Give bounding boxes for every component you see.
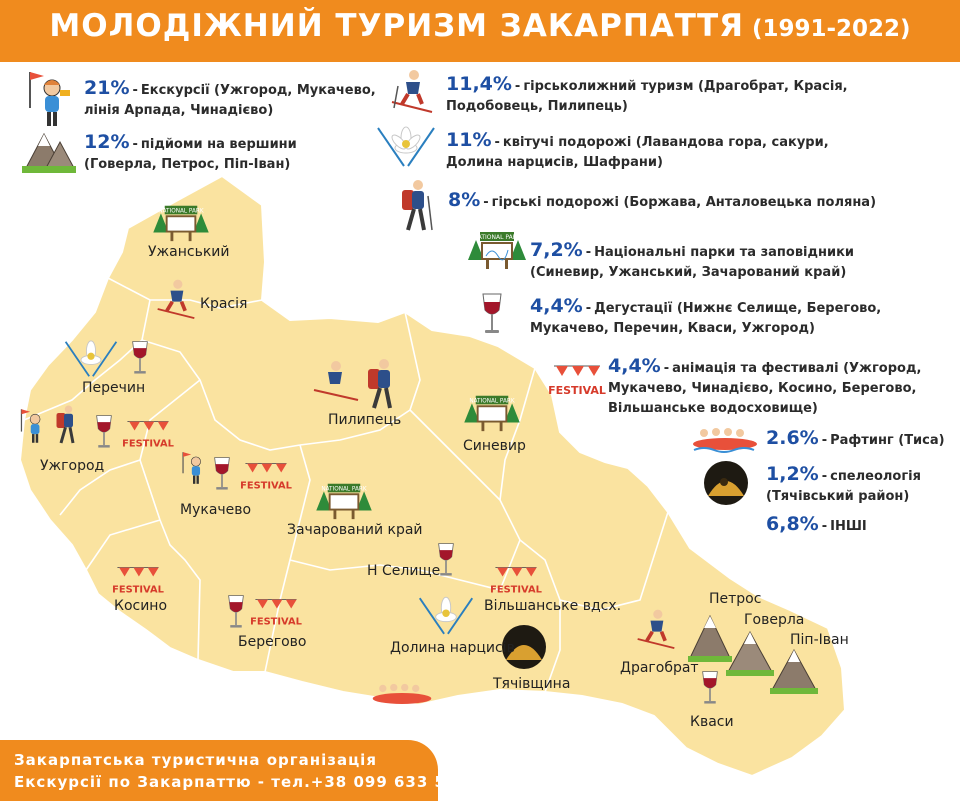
footer-banner — [0, 740, 487, 801]
cave-icon — [702, 460, 750, 506]
footer-org: Закарпатська туристична організація — [14, 751, 377, 769]
hiker-icon — [396, 178, 436, 234]
place-kvasy: Кваси — [690, 714, 734, 730]
stat-speleology: 1,2% - спелеологія (Тячівський район) — [766, 463, 921, 504]
place-mukachevo: Мукачево — [180, 502, 252, 518]
stat-flowers: 11% - квітучі подорожі (Лавандова гора, сакури, Долина нарцисів, Шафрани) — [446, 129, 829, 170]
rafting-icon — [370, 680, 434, 706]
stat-festivals: 4,4% - анімація та фестивалі (Ужгород, Мукачево, Чинадієво, Косино, Берегово, Вільшанське водосховище) — [608, 355, 922, 416]
svg-text:FESTIVAL: FESTIVAL — [548, 384, 606, 397]
footer-contact: Екскурсії по Закарпаттю - тел.+38 099 633 54 52 — [14, 773, 487, 791]
svg-text:NATIONAL PARK: NATIONAL PARK — [158, 208, 204, 215]
stat-other: 6,8% - ІНШІ — [766, 513, 867, 535]
place-synevyr: Синевир — [463, 438, 526, 454]
place-vilshanske: Вільшанське вдсх. — [484, 598, 622, 614]
place-petros: Петрос — [709, 591, 762, 607]
place-perechyn: Перечин — [82, 380, 146, 396]
place-n-selyshche: Н Селище — [367, 563, 441, 579]
stat-summits: 12% - підйоми на вершини (Говерла, Петрос, Піп-Іван) — [84, 131, 297, 172]
wine-glass-icon — [480, 292, 504, 336]
stat-hiking: 8% - гірські подорожі (Боржава, Анталовецька поляна) — [448, 189, 877, 211]
festival-icon — [112, 564, 164, 598]
wine-glass-icon — [226, 594, 246, 630]
hiker-icon — [52, 400, 82, 450]
edelweiss-icon — [374, 124, 438, 170]
stat-rafting: 2.6% - Рафтинг (Тиса) — [766, 427, 945, 449]
wine-glass-icon — [212, 456, 232, 492]
skier-icon — [390, 66, 434, 114]
place-berehovo: Берегово — [238, 634, 307, 650]
tourist-guide-icon — [18, 68, 76, 130]
place-pylypets: Пилипець — [328, 412, 402, 428]
place-hoverla: Говерла — [744, 612, 805, 628]
page-title: МОЛОДІЖНИЙ ТУРИЗМ ЗАКАРПАТТЯ (1991-2022) — [49, 8, 911, 44]
festival-icon — [122, 418, 174, 452]
place-uzhansky: Ужанський — [148, 244, 230, 260]
wine-glass-icon — [94, 414, 114, 450]
national-park-icon — [462, 390, 522, 434]
svg-text:FESTIVAL: FESTIVAL — [240, 480, 292, 492]
edelweiss-icon — [416, 594, 476, 638]
festival-icon — [240, 460, 292, 494]
stat-tastings: 4,4% - Дегустації (Нижнє Селище, Берегово, Мукачево, Перечин, Кваси, Ужгород) — [530, 295, 882, 336]
place-tyachiv: Тячівщина — [493, 676, 571, 692]
place-zacharovanyi: Зачарований край — [287, 522, 423, 538]
title-years: (1991-2022) — [751, 16, 911, 42]
skier-icon — [634, 606, 678, 650]
svg-text:NATIONAL PARK: NATIONAL PARK — [473, 234, 521, 241]
place-pip-ivan: Піп-Іван — [790, 632, 849, 648]
festival-icon — [250, 596, 302, 630]
stat-parks: 7,2% - Національні парки та заповідники (Синевир, Ужанський, Зачарований край) — [530, 239, 855, 280]
national-park-icon — [466, 226, 528, 272]
festival-icon — [490, 564, 542, 598]
tourist-guide-icon — [176, 442, 210, 494]
place-krasiya: Красія — [200, 296, 248, 312]
place-kosyno: Косино — [114, 598, 168, 614]
skier-hiker-icon — [312, 356, 402, 412]
wine-glass-icon — [130, 340, 150, 376]
svg-text:FESTIVAL: FESTIVAL — [250, 616, 302, 628]
svg-text:FESTIVAL: FESTIVAL — [122, 438, 174, 450]
festival-icon — [548, 362, 606, 400]
svg-text:FESTIVAL: FESTIVAL — [490, 584, 542, 596]
place-uzhhorod: Ужгород — [40, 458, 105, 474]
tourist-guide-icon — [14, 398, 50, 454]
wine-glass-icon — [700, 670, 720, 706]
place-dolyna: Долина нарцисів — [390, 640, 515, 656]
edelweiss-icon — [62, 338, 120, 380]
place-drahobrat: Драгобрат — [620, 660, 699, 676]
svg-text:NATIONAL PARK: NATIONAL PARK — [321, 486, 367, 493]
svg-text:FESTIVAL: FESTIVAL — [112, 584, 164, 596]
national-park-icon — [150, 200, 212, 244]
mountain-icon — [22, 128, 76, 174]
stat-skiing: 11,4% - гірськолижний туризм (Драгобрат, Красія, Подобовець, Пилипець) — [446, 73, 848, 114]
stat-excursions: 21% - Екскурсії (Ужгород, Мукачево, лінія Арпада, Чинадієво) — [84, 77, 376, 118]
national-park-icon — [314, 478, 374, 522]
rafting-icon — [690, 424, 760, 452]
skier-icon — [154, 276, 198, 320]
svg-text:NATIONAL PARK: NATIONAL PARK — [469, 398, 515, 405]
